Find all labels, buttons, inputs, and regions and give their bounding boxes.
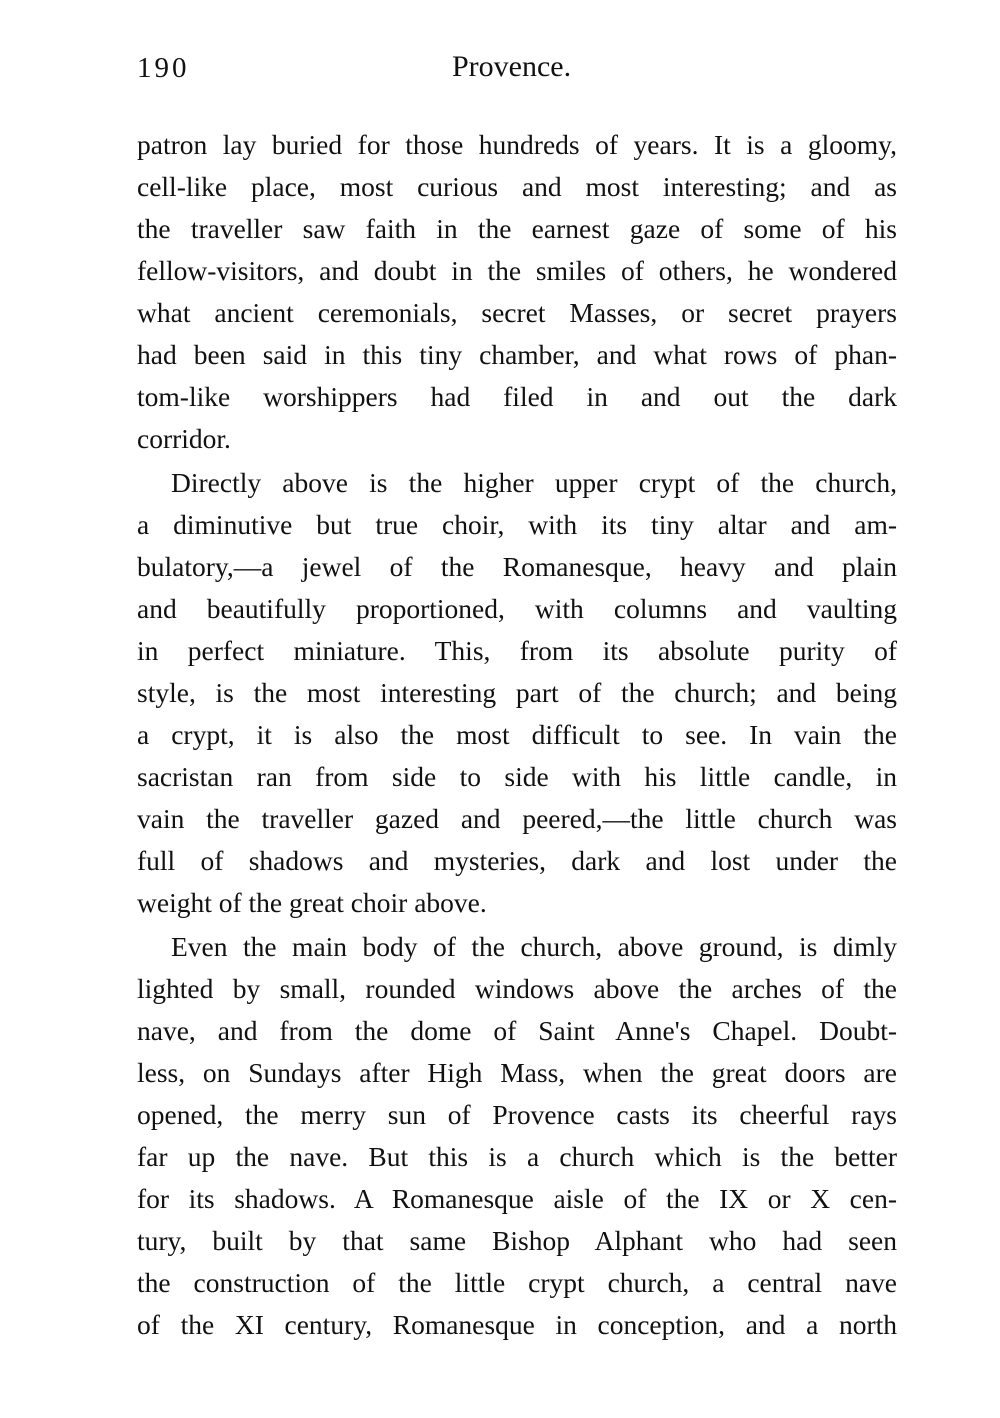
text-line: bulatory,—a jewel of the Romanesque, heavy and plain xyxy=(137,551,897,582)
text-line: vain the traveller gazed and peered,—the little church was xyxy=(137,803,897,834)
paragraph xyxy=(137,124,897,460)
text-line: patron lay buried for those hundreds of years. It is a gloomy, xyxy=(137,129,897,160)
text-line: nave, and from the dome of Saint Anne's Chapel. Doubt- xyxy=(137,1015,897,1046)
text-line: tury, built by that same Bishop Alphant who had seen xyxy=(137,1225,897,1256)
text-line: tom-like worshippers had filed in and out the dark xyxy=(137,381,897,412)
page-body xyxy=(137,124,897,1346)
text-line: weight of the great choir above. xyxy=(137,887,487,918)
text-line: in perfect miniature. This, from its absolute purity of xyxy=(137,635,897,666)
text-line: a diminutive but true choir, with its tiny altar and am- xyxy=(137,509,897,540)
text-line: of the XI century, Romanesque in conception, and a north xyxy=(137,1309,897,1340)
text-line: Even the main body of the church, above ground, is dimly xyxy=(171,931,897,962)
paragraph xyxy=(137,462,897,924)
text-line: style, is the most interesting part of the church; and being xyxy=(137,677,897,708)
text-line: sacristan ran from side to side with his little candle, in xyxy=(137,761,897,792)
text-line: what ancient ceremonials, secret Masses, or secret prayers xyxy=(137,297,897,328)
text-line: for its shadows. A Romanesque aisle of the IX or X cen- xyxy=(137,1183,897,1214)
running-title: Provence. xyxy=(452,50,572,83)
text-line: far up the nave. But this is a church which is the better xyxy=(137,1141,897,1172)
page-number: 190 xyxy=(137,52,190,84)
text-line: opened, the merry sun of Provence casts its cheerful rays xyxy=(137,1099,897,1130)
text-line: the construction of the little crypt church, a central nave xyxy=(137,1267,897,1298)
text-line: had been said in this tiny chamber, and what rows of phan- xyxy=(137,339,897,370)
text-line: corridor. xyxy=(137,423,231,454)
text-line: full of shadows and mysteries, dark and lost under the xyxy=(137,845,897,876)
text-line: the traveller saw faith in the earnest gaze of some of his xyxy=(137,213,897,244)
text-line: less, on Sundays after High Mass, when the great doors are xyxy=(137,1057,897,1088)
text-line: and beautifully proportioned, with columns and vaulting xyxy=(137,593,897,624)
text-line: Directly above is the higher upper crypt of the church, xyxy=(171,467,897,498)
text-line: lighted by small, rounded windows above the arches of the xyxy=(137,973,897,1004)
text-line: fellow-visitors, and doubt in the smiles of others, he wondered xyxy=(137,255,897,286)
text-line: cell-like place, most curious and most interesting; and as xyxy=(137,171,897,202)
text-line: a crypt, it is also the most difficult to see. In vain the xyxy=(137,719,897,750)
paragraph xyxy=(137,926,897,1346)
